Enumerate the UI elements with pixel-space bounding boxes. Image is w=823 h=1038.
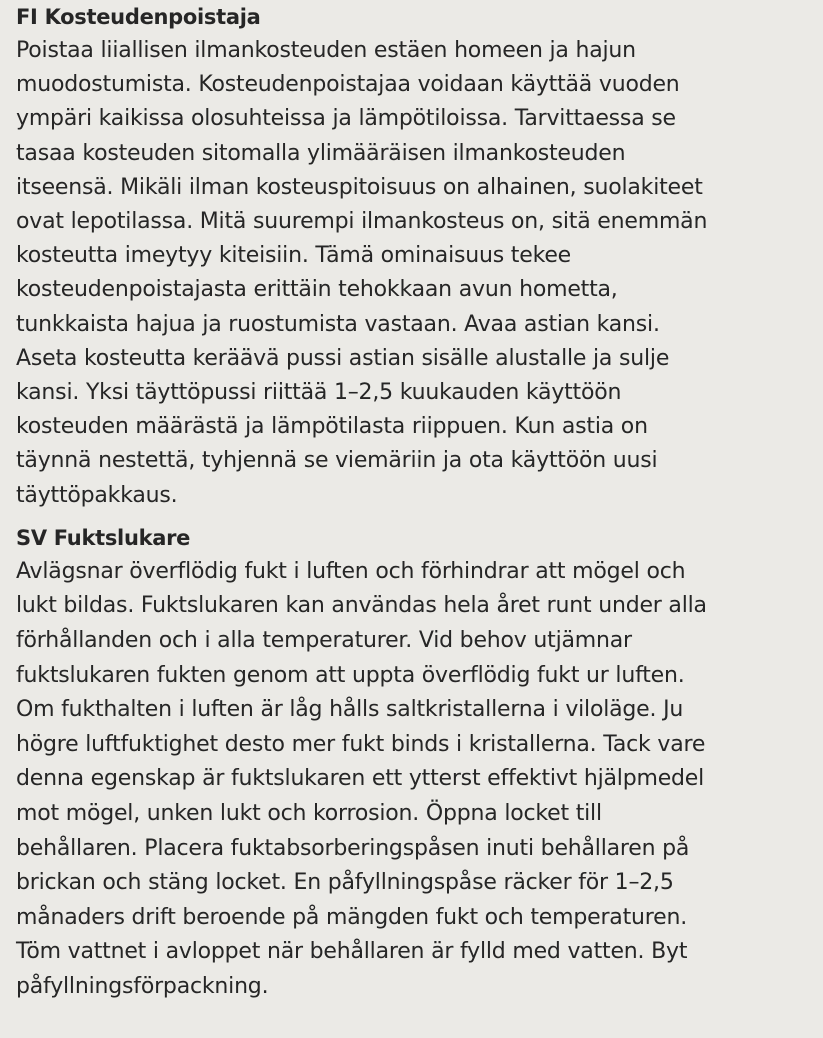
- text-line: Aseta kosteutta keräävä pussi astian sisälle alustalle ja sulje: [16, 345, 670, 371]
- text-line: Poistaa liiallisen ilmankosteuden estäen homeen ja hajun: [16, 38, 636, 63]
- text-line: kosteutta imeytyy kiteisiin. Tämä ominaisuus tekee: [16, 243, 571, 269]
- section-fi: [16, 0, 803, 513]
- text-line: itseensä. Mikäli ilman kosteuspitoisuus on alhainen, suolakiteet: [16, 174, 703, 200]
- text-line: kansi. Yksi täyttöpussi riittää 1–2,5 kuukauden käyttöön: [16, 380, 622, 406]
- section-body-fi: [16, 34, 803, 513]
- text-line: högre luftfuktighet desto mer fukt binds i kristallerna. Tack vare: [16, 731, 706, 757]
- text-line: ympäri kaikissa olosuhteissa ja lämpötiloissa. Tarvittaessa se: [16, 106, 676, 132]
- section-body-sv: [16, 555, 803, 1005]
- text-line: lukt bildas. Fuktslukaren kan användas hela året runt under alla: [16, 593, 707, 619]
- text-line: muodostumista. Kosteudenpoistajaa voidaan käyttää vuoden: [16, 72, 680, 98]
- section-heading-fi: FI Kosteudenpoistaja: [16, 5, 261, 29]
- text-line: täyttöpakkaus.: [16, 482, 178, 508]
- section-sv: [16, 513, 803, 1005]
- text-line: förhållanden och i alla temperaturer. Vid behov utjämnar: [16, 628, 632, 654]
- text-line: behållaren. Placera fuktabsorberingspåsen inuti behållaren på: [16, 835, 690, 861]
- text-line: ovat lepotilassa. Mitä suurempi ilmankosteus on, sitä enemmän: [16, 209, 708, 235]
- text-line: tasaa kosteuden sitomalla ylimääräisen ilmankosteuden: [16, 140, 626, 166]
- text-line: denna egenskap är fuktslukaren ett ytterst effektivt hjälpmedel: [16, 766, 705, 792]
- text-line: Töm vattnet i avloppet när behållaren är fylld med vatten. Byt: [16, 939, 688, 965]
- text-line: Avlägsnar överflödig fukt i luften och förhindrar att mögel och: [16, 558, 686, 584]
- text-line: fuktslukaren fukten genom att uppta överflödig fukt ur luften.: [16, 662, 685, 688]
- text-line: tunkkaista hajua ja ruostumista vastaan. Avaa astian kansi.: [16, 311, 660, 337]
- text-line: brickan och stäng locket. En påfyllningspåse räcker för 1–2,5: [16, 870, 674, 896]
- text-line: påfyllningsförpackning.: [16, 973, 269, 999]
- section-heading-sv: SV Fuktslukare: [16, 525, 191, 550]
- text-line: månaders drift beroende på mängden fukt och temperaturen.: [16, 904, 687, 930]
- text-line: kosteuden määrästä ja lämpötilasta riippuen. Kun astia on: [16, 414, 648, 440]
- text-line: Om fukthalten i luften är låg hålls saltkristallerna i viloläge. Ju: [16, 697, 684, 723]
- text-line: täynnä nestettä, tyhjennä se viemäriin ja ota käyttöön uusi: [16, 448, 658, 474]
- text-line: mot mögel, unken lukt och korrosion. Öppna locket till: [16, 801, 602, 826]
- text-line: kosteudenpoistajasta erittäin tehokkaan avun hometta,: [16, 277, 618, 303]
